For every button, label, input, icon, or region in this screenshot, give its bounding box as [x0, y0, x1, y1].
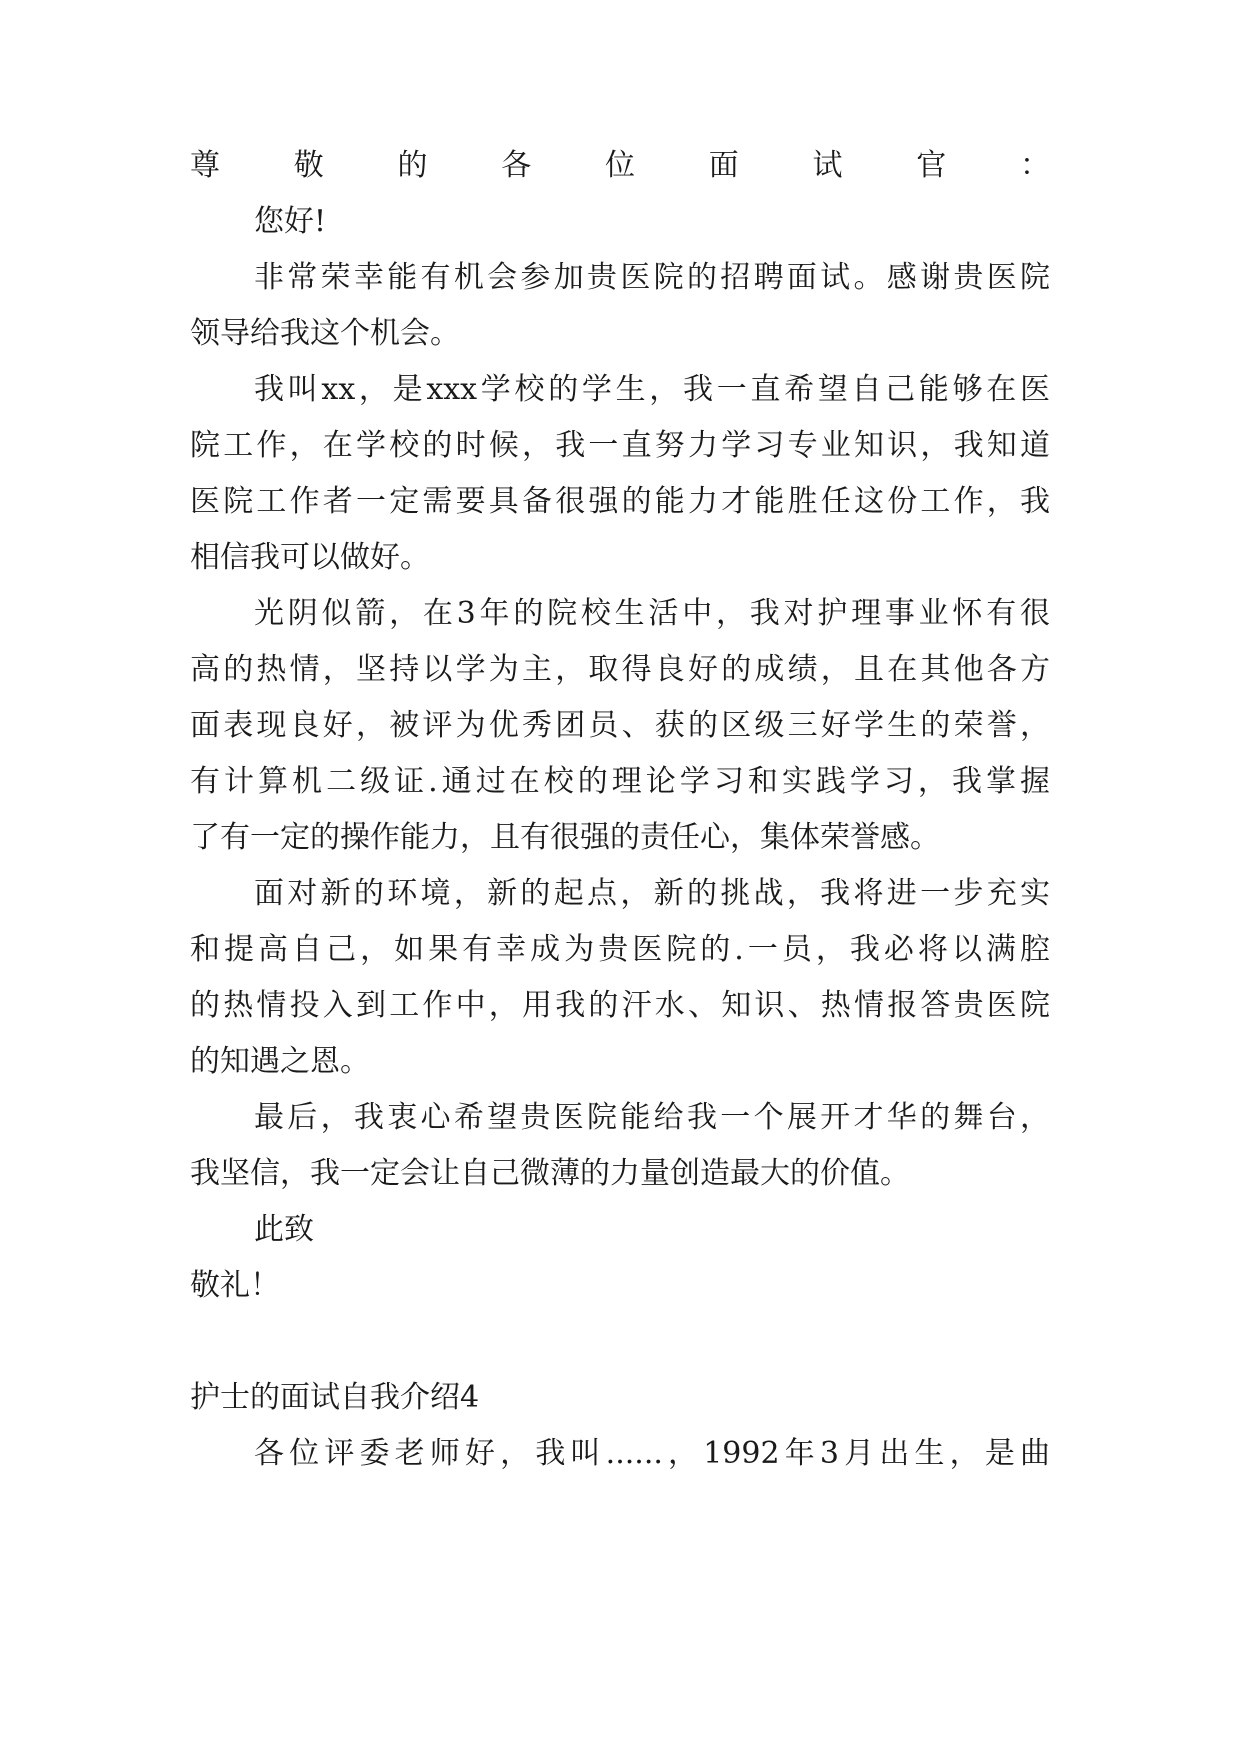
paragraph-line: 的热情投入到工作中，用我的汗水、知识、热情报答贵医院 [190, 988, 1050, 1023]
paragraph-line: 相信我可以做好。 [190, 540, 430, 575]
closing-regards: 敬礼！ [190, 1268, 280, 1303]
paragraph-line: 非常荣幸能有机会参加贵医院的招聘面试。感谢贵医院 [254, 260, 1050, 295]
paragraph-line: 面表现良好，被评为优秀团员、获的区级三好学生的荣誉， [190, 708, 1050, 743]
paragraph-line: 和提高自己，如果有幸成为贵医院的.一员，我必将以满腔 [190, 932, 1050, 967]
paragraph-line: 我坚信，我一定会让自己微薄的力量创造最大的价值。 [190, 1156, 910, 1191]
paragraph-line: 各位评委老师好，我叫......，1992年3月出生，是曲 [254, 1436, 1050, 1471]
paragraph-line: 了有一定的操作能力，且有很强的责任心，集体荣誉感。 [190, 820, 940, 855]
paragraph-line: 的知遇之恩。 [190, 1044, 370, 1079]
paragraph-line: 面对新的环境，新的起点，新的挑战，我将进一步充实 [254, 876, 1050, 911]
paragraph-line: 领导给我这个机会。 [190, 316, 460, 351]
paragraph-line: 院工作，在学校的时候，我一直努力学习专业知识，我知道 [190, 428, 1050, 463]
closing-line: 此致 [254, 1212, 314, 1247]
greeting: 您好! [254, 204, 327, 239]
paragraph-line: 我叫xx，是xxx学校的学生，我一直希望自己能够在医 [254, 372, 1050, 407]
paragraph-line: 高的热情，坚持以学为主，取得良好的成绩，且在其他各方 [190, 652, 1050, 687]
salutation: 尊敬的各位面试官： [190, 148, 1050, 183]
section-heading: 护士的面试自我介绍4 [190, 1380, 480, 1415]
paragraph-line: 光阴似箭，在3年的院校生活中，我对护理事业怀有很 [254, 596, 1050, 631]
paragraph-line: 最后，我衷心希望贵医院能给我一个展开才华的舞台， [254, 1100, 1050, 1135]
paragraph-line: 有计算机二级证.通过在校的理论学习和实践学习，我掌握 [190, 764, 1050, 799]
paragraph-line: 医院工作者一定需要具备很强的能力才能胜任这份工作，我 [190, 484, 1050, 519]
